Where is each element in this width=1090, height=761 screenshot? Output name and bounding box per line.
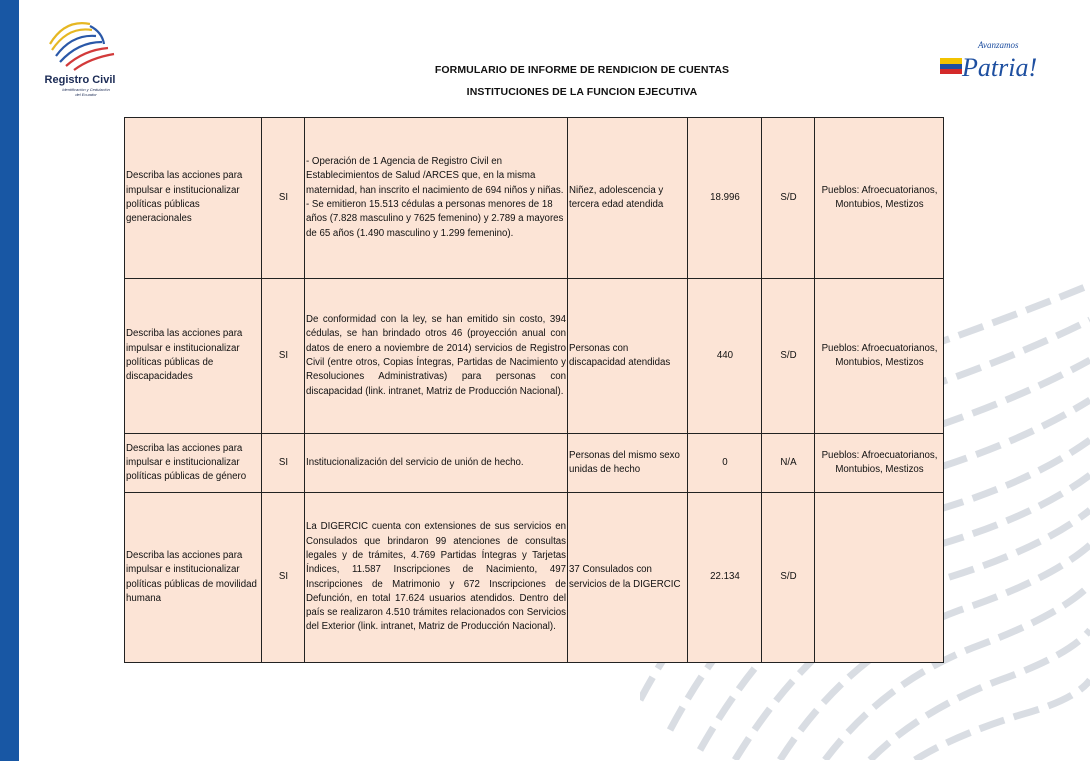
svg-text:Identificación y Cedulación: Identificación y Cedulación <box>62 87 110 92</box>
peoples-text: Pueblos: Afroecuatorianos, Montubios, Mestizos <box>821 184 938 210</box>
count-cell: 0 <box>688 434 762 493</box>
table-row <box>125 118 944 279</box>
answer-cell: SI <box>262 434 305 493</box>
actions-cell <box>305 118 568 279</box>
extra-cell: S/D <box>762 118 815 279</box>
count-cell: 440 <box>688 279 762 434</box>
table-row <box>125 434 944 493</box>
left-accent-bar <box>0 0 19 761</box>
answer-cell: SI <box>262 493 305 663</box>
patria-logo <box>938 36 1038 84</box>
logo-left-text: Registro Civil <box>44 74 116 86</box>
logo-right-text: Patria! <box>962 53 1038 82</box>
actions-text: - Operación de 1 Agencia de Registro Civil en Establecimientos de Salud /ARCES que, en la misma maternidad, han inscrito el nacimiento de 694 niños y niñas. - Se emitieron 15.513 cédulas a personas menores de 18 años (7.828 masculino y 7625 femenino) y 2.789 a mayores de 65 años (1.490 masculino y 1.299 femenino). <box>306 156 564 239</box>
count-cell: 22.134 <box>688 493 762 663</box>
peoples-cell <box>815 279 944 434</box>
group-cell: 37 Consulados con servicios de la DIGERCIC <box>568 493 688 663</box>
group-cell: Personas del mismo sexo unidas de hecho <box>568 434 688 493</box>
extra-cell: S/D <box>762 279 815 434</box>
form-title: FORMULARIO DE INFORME DE RENDICION DE CUENTAS <box>434 64 730 76</box>
extra-cell: S/D <box>762 493 815 663</box>
policy-cell: Describa las acciones para impulsar e institucionalizar políticas públicas de género <box>125 434 262 493</box>
svg-text:Avanzamos: Avanzamos <box>978 40 1019 50</box>
peoples-text: Pueblos: Afroecuatorianos, Montubios, Mestizos <box>821 342 938 368</box>
accountability-table <box>124 117 944 663</box>
actions-cell: La DIGERCIC cuenta con extensiones de sus servicios en Consulados que brindaron 99 atenciones de consultas legales y de trámites, 4.769 Partidas Íntegras y Tarjetas Índices, 11.587 Inscripciones de Nacimiento, 497 Inscripciones de Matrimonio y 672 Inscripciones de Defunción, en total 17.624 usuarios atendidos. Dentro del país se realizaron 4.510 trámites relacionados con Servicios del Exterior (link. intranet, Matriz de Producción Nacional). <box>305 493 568 663</box>
actions-cell: De conformidad con la ley, se han emitido sin costo, 394 cédulas, se han brindado otros 46 (proyección anual con datos de enero a noviembre de 2014) servicios de Registro Civil (entre otros, Copias Íntegras, Partidas de Nacimiento y Resoluciones Administrativas) para personas con discapacidad (link. intranet, Matriz de Producción Nacional). <box>305 279 568 434</box>
policy-cell: Describa las acciones para impulsar e institucionalizar políticas públicas de discapacidades <box>125 279 262 434</box>
peoples-text: Pueblos: Afroecuatorianos, Montubios, Mestizos <box>821 449 938 475</box>
peoples-cell <box>815 118 944 279</box>
group-cell: Personas con discapacidad atendidas <box>568 279 688 434</box>
extra-cell: N/A <box>762 434 815 493</box>
answer-cell: SI <box>262 279 305 434</box>
table-row <box>125 279 944 434</box>
peoples-cell <box>815 493 944 663</box>
group-cell: Niñez, adolescencia y tercera edad atendida <box>568 118 688 279</box>
answer-cell: SI <box>262 118 305 279</box>
peoples-cell <box>815 434 944 493</box>
count-cell: 18.996 <box>688 118 762 279</box>
form-subtitle: INSTITUCIONES DE LA FUNCION EJECUTIVA <box>466 86 698 98</box>
policy-cell: Describa las acciones para impulsar e institucionalizar políticas públicas generacionales <box>125 118 262 279</box>
svg-text:del Ecuador: del Ecuador <box>75 92 97 97</box>
table-row <box>125 493 944 663</box>
policy-cell: Describa las acciones para impulsar e institucionalizar políticas públicas de movilidad humana <box>125 493 262 663</box>
actions-cell: Institucionalización del servicio de unión de hecho. <box>305 434 568 493</box>
